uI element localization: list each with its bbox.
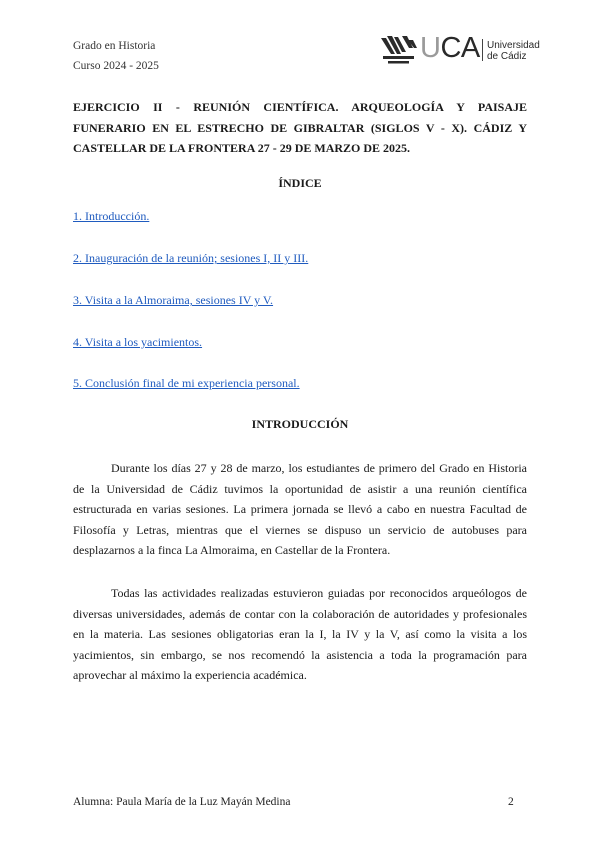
- toc-item-inauguracion[interactable]: 2. Inauguración de la reunión; sesiones I, II y III.: [73, 251, 309, 265]
- intro-paragraph-2: Todas las actividades realizadas estuvieron guiadas por reconocidos arqueólogos de diversas universidades, además de contar con la colaboración de autoridades y profesionales en la materia. Las sesiones obligatorias eran la I, la IV y la V, así como la visita a los yacimientos, sin embargo, se nos recomendó la asistencia a toda la programación para aprovechar al máximo la experiencia académica.: [73, 586, 527, 682]
- introduction-heading: INTRODUCCIÓN: [251, 417, 349, 431]
- footer-author: Alumna: Paula María de la Luz Mayán Medina: [73, 796, 291, 808]
- uca-logo: [380, 34, 550, 66]
- university-name-line1: Universidad: [487, 40, 540, 51]
- page-number: 2: [508, 796, 514, 808]
- index-heading: ÍNDICE: [278, 176, 322, 190]
- uca-brand-u: U: [420, 32, 441, 64]
- toc-item-introduccion[interactable]: 1. Introducción.: [73, 209, 150, 223]
- university-name-line2: de Cádiz: [487, 51, 527, 62]
- uca-brand-ca: CA: [440, 32, 480, 64]
- header-course-year: Curso 2024 - 2025: [73, 60, 159, 72]
- uca-emblem-icon: [380, 34, 418, 66]
- toc-item-yacimientos[interactable]: 4. Visita a los yacimientos.: [73, 335, 203, 349]
- intro-paragraph-1: Durante los días 27 y 28 de marzo, los estudiantes de primero del Grado en Historia de la Universidad de Cádiz tuvimos la oportunidad de asistir a una reunión científica estructurada en varias sesiones. La primera jornada se llevó a cabo en nuestra Facultad de Filosofía y Letras, mientras que el viernes se dispuso un servicio de autobuses para desplazarnos a la finca La Almoraima, en Castellar de la Frontera.: [73, 461, 527, 557]
- document-title: EJERCICIO II - REUNIÓN CIENTÍFICA. ARQUEOLOGÍA Y PAISAJE FUNERARIO EN EL ESTRECHO DE GIBRALTAR (SIGLOS V - X). CÁDIZ Y CASTELLAR DE LA FRONTERA 27 - 29 DE MARZO DE 2025.: [73, 100, 527, 155]
- logo-divider: [482, 39, 483, 61]
- university-name: [487, 40, 540, 62]
- uca-brand-text: [420, 32, 480, 65]
- toc-item-almoraima[interactable]: 3. Visita a la Almoraima, sesiones IV y V.: [73, 293, 274, 307]
- header-degree: Grado en Historia: [73, 40, 156, 52]
- toc-item-conclusion[interactable]: 5. Conclusión final de mi experiencia personal.: [73, 376, 300, 390]
- header-course-info: [73, 36, 159, 76]
